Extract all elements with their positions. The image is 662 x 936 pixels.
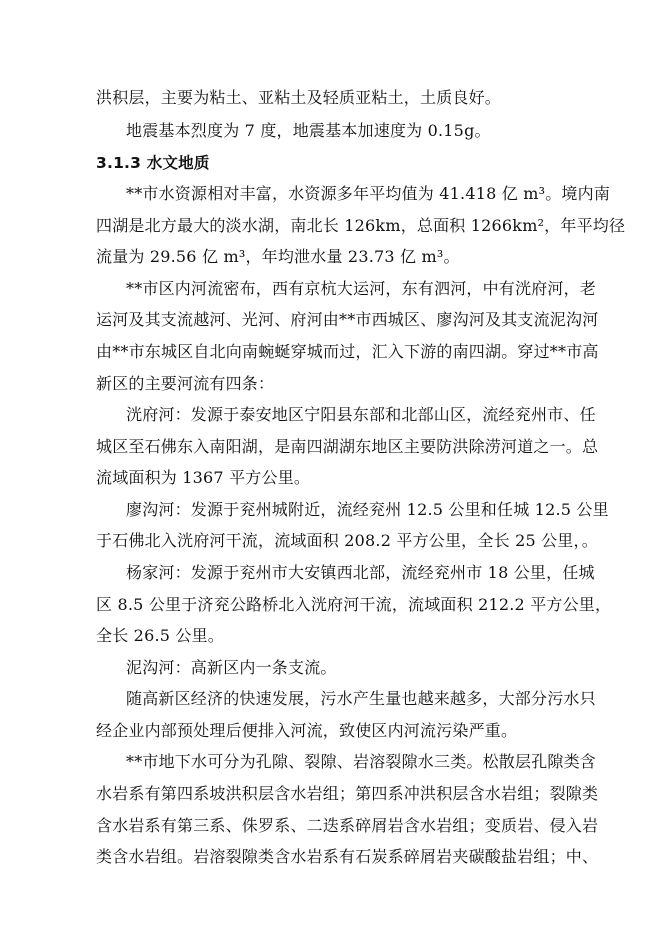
paragraph-line: 经企业内部预处理后便排入河流，致使区内河流污染严重。 bbox=[96, 721, 518, 740]
paragraph-line: 廖沟河：发源于兖州城附近，流经兖州 12.5 公里和任城 12.5 公里 bbox=[126, 500, 609, 519]
paragraph-line: 洸府河：发源于泰安地区宁阳县东部和北部山区，流经兖州市、任 bbox=[126, 405, 596, 424]
section-heading: 3.1.3 水文地质 bbox=[96, 154, 210, 172]
paragraph-line: 城区至石佛东入南阳湖，是南四湖湖东地区主要防洪除涝河道之一。总 bbox=[96, 437, 599, 456]
paragraph-line: 杨家河：发源于兖州市大安镇西北部，流经兖州市 18 公里，任城 bbox=[126, 563, 595, 582]
paragraph-line: **市区内河流密布，西有京杭大运河，东有泗河，中有洸府河，老 bbox=[126, 279, 597, 298]
paragraph-line: 泥沟河：高新区内一条支流。 bbox=[126, 658, 337, 677]
paragraph-line: 类含水岩组。岩溶裂隙类含水岩系有石炭系碎屑岩夹碳酸盐岩组；中、 bbox=[96, 847, 599, 866]
paragraph-line: 运河及其支流越河、光河、府河由**市西城区、廖沟河及其支流泥沟河 bbox=[96, 310, 599, 329]
paragraph-line: 含水岩系有第三系、侏罗系、二迭系碎屑岩含水岩组；变质岩、侵入岩 bbox=[96, 816, 599, 835]
paragraph-line: **市水资源相对丰富，水资源多年平均值为 41.418 亿 m³。境内南 bbox=[126, 184, 611, 203]
paragraph-line: 全长 26.5 公里。 bbox=[96, 626, 224, 645]
paragraph-line: 流量为 29.56 亿 m³，年均泄水量 23.73 亿 m³。 bbox=[96, 247, 460, 266]
paragraph-line: 四湖是北方最大的淡水湖，南北长 126km，总面积 1266km²，年平均径 bbox=[96, 216, 626, 235]
paragraph-line: 地震基本烈度为 7 度，地震基本加速度为 0.15g。 bbox=[126, 121, 491, 140]
paragraph-line: 于石佛北入洸府河干流，流域面积 208.2 平方公里，全长 25 公里，。 bbox=[96, 531, 598, 550]
paragraph-line: 随高新区经济的快速发展，污水产生量也越来越多，大部分污水只 bbox=[126, 689, 596, 708]
paragraph-line: 区 8.5 公里于济兖公路桥北入洸府河干流，流域面积 212.2 平方公里， bbox=[96, 595, 612, 614]
paragraph-line: 由**市东城区自北向南蜿蜒穿城而过，汇入下游的南四湖。穿过**市高 bbox=[96, 342, 599, 361]
paragraph-line: 水岩系有第四系坡洪积层含水岩组；第四系冲洪积层含水岩组；裂隙类 bbox=[96, 784, 599, 803]
paragraph-line: 新区的主要河流有四条： bbox=[96, 374, 275, 393]
paragraph-line: 洪积层，主要为粘土、亚粘土及轻质亚粘土，土质良好。 bbox=[96, 88, 502, 107]
paragraph-line: **市地下水可分为孔隙、裂隙、岩溶裂隙水三类。松散层孔隙类含 bbox=[126, 752, 597, 771]
paragraph-line: 流域面积为 1367 平方公里。 bbox=[96, 468, 311, 487]
